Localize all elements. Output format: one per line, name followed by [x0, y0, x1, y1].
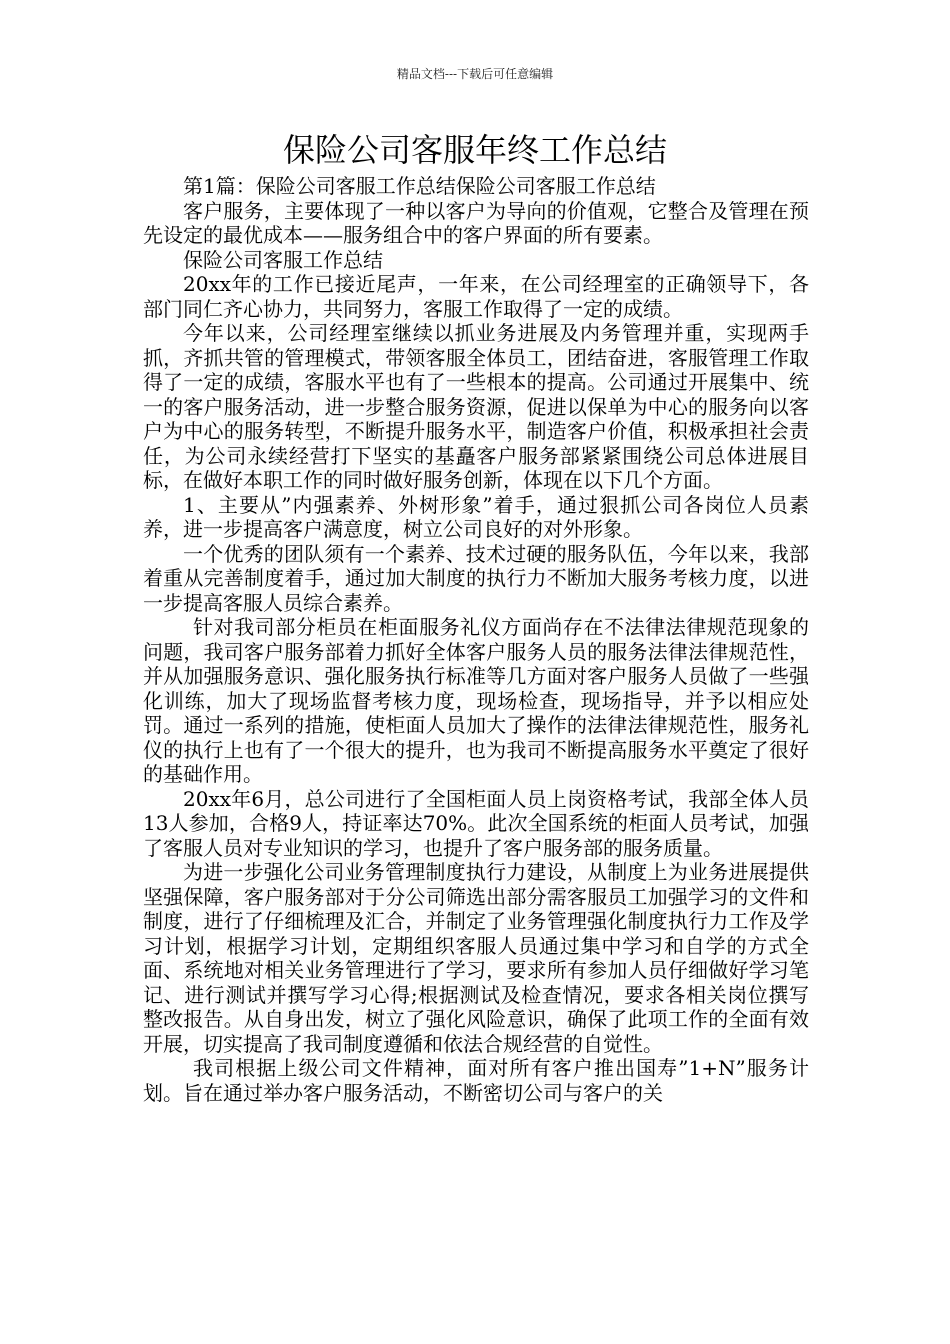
- paragraph: 今年以来，公司经理室继续以抓业务进展及内务管理并重，实现两手抓，齐抓共管的管理模式，带领客服全体员工，团结奋进，客服管理工作取得了一定的成绩，客服水平也有了一些根本的提高。公司通过开展集中、统一的客户服务活动，进一步整合服务资源，促进以保单为中心的服务向以客户为中心的服务转型，不断提升服务水平，制造客户价值，积极承担社会责任，为公司永续经营打下坚实的基矗客户服务部紧紧围绕公司总体进展目标，在做好本职工作的同时做好服务创新，体现在以下几个方面。: [143, 321, 809, 492]
- section-heading: 第1篇：保险公司客服工作总结保险公司客服工作总结: [183, 174, 656, 198]
- header-note: 精品文档---下载后可任意编辑: [396, 67, 554, 81]
- paragraph: 20xx年的工作已接近尾声，一年来，在公司经理室的正确领导下，各部门同仁齐心协力，共同努力，客服工作取得了一定的成绩。: [143, 272, 809, 321]
- paragraph: 20xx年6月，总公司进行了全国柜面人员上岗资格考试，我部全体人员13人参加，合格9人，持证率达70%。此次全国系统的柜面人员考试，加强了客服人员对专业知识的学习，也提升了客户服务部的服务质量。: [143, 786, 809, 860]
- document-body: [143, 174, 809, 1105]
- paragraph: 一个优秀的团队须有一个素养、技术过硬的服务队伍，今年以来，我部着重从完善制度着手，通过加大制度的执行力不断加大服务考核力度，以进一步提高客服人员综合素养。: [143, 541, 809, 615]
- paragraph: 客户服务，主要体现了一种以客户为导向的价值观，它整合及管理在预先设定的最优成本——服务组合中的客户界面的所有要素。: [143, 198, 809, 247]
- paragraph: 1、主要从”内强素养、外树形象”着手，通过狠抓公司各岗位人员素养，进一步提高客户满意度，树立公司良好的对外形象。: [143, 492, 809, 541]
- document-title: 保险公司客服年终工作总结: [282, 131, 667, 169]
- subheading: 保险公司客服工作总结: [183, 247, 383, 272]
- paragraph: 我司根据上级公司文件精神，面对所有客户推出国寿”1+N”服务计划。旨在通过举办客户服务活动，不断密切公司与客户的关: [143, 1056, 809, 1105]
- paragraph: 针对我司部分柜员在柜面服务礼仪方面尚存在不法律法律规范现象的问题，我司客户服务部着力抓好全体客户服务人员的服务法律法律规范性，并从加强服务意识、强化服务执行标准等几方面对客户服务人员做了一些强化训练，加大了现场监督考核力度，现场检查，现场指导，并予以相应处罚。通过一系列的措施，使柜面人员加大了操作的法律法律规范性，服务礼仪的执行上也有了一个很大的提升，也为我司不断提高服务水平奠定了很好的基础作用。: [143, 615, 809, 786]
- paragraph: 为进一步强化公司业务管理制度执行力建设，从制度上为业务进展提供坚强保障，客户服务部对于分公司筛选出部分需客服员工加强学习的文件和制度，进行了仔细梳理及汇合，并制定了业务管理强化制度执行力工作及学习计划，根据学习计划，定期组织客服人员通过集中学习和自学的方式全面、系统地对相关业务管理进行了学习，要求所有参加人员仔细做好学习笔记、进行测试并撰写学习心得;根据测试及检查情况，要求各相关岗位撰写整改报告。从自身出发，树立了强化风险意识，确保了此项工作的全面有效开展，切实提高了我司制度遵循和依法合规经营的自觉性。: [143, 860, 809, 1056]
